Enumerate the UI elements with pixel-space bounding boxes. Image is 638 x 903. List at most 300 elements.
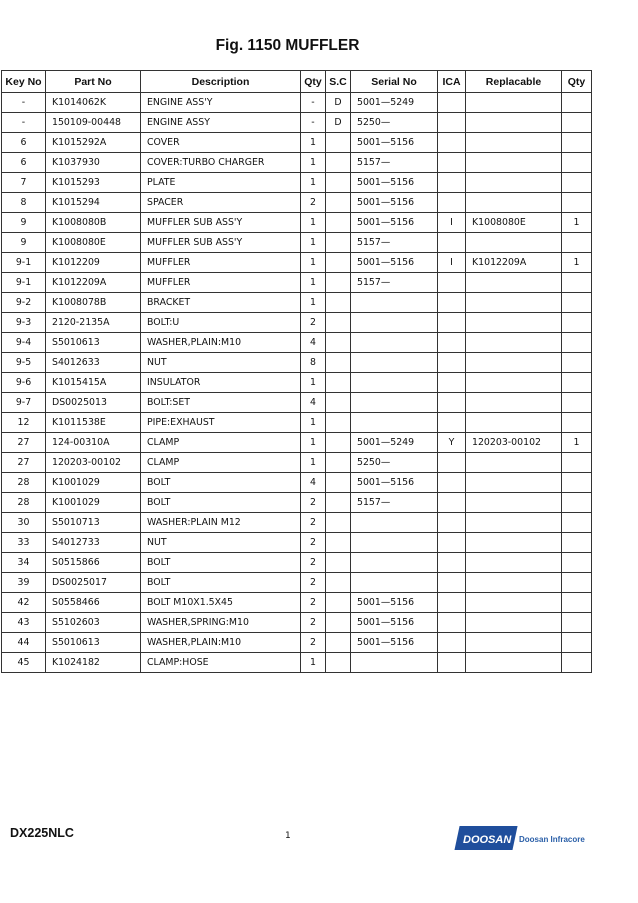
table-header-row — [2, 71, 592, 93]
table-cell: 150109-00448 — [46, 113, 141, 133]
table-cell: K1014062K — [46, 93, 141, 113]
table-cell: 4 — [301, 473, 326, 493]
table-cell: DS0025017 — [46, 573, 141, 593]
table-cell: BOLT:SET — [141, 393, 301, 413]
column-header: ICA — [438, 71, 466, 93]
table-cell — [562, 413, 592, 433]
table-cell: K1011538E — [46, 413, 141, 433]
table-cell — [466, 413, 562, 433]
table-cell: 5001—5249 — [351, 93, 438, 113]
table-cell: 2 — [301, 553, 326, 573]
table-cell: S0558466 — [46, 593, 141, 613]
table-cell: S5010613 — [46, 633, 141, 653]
table-cell: 1 — [301, 213, 326, 233]
table-cell — [326, 353, 351, 373]
table-cell: 9-6 — [2, 373, 46, 393]
table-cell — [438, 553, 466, 573]
table-cell — [466, 173, 562, 193]
table-cell: 1 — [301, 233, 326, 253]
table-cell — [438, 373, 466, 393]
table-cell: 1 — [301, 433, 326, 453]
table-cell — [562, 293, 592, 313]
table-cell: 2 — [301, 633, 326, 653]
table-cell — [351, 513, 438, 533]
table-cell: ENGINE ASSY — [141, 113, 301, 133]
table-cell: CLAMP — [141, 433, 301, 453]
table-cell: 28 — [2, 493, 46, 513]
table-cell: WASHER,PLAIN:M10 — [141, 633, 301, 653]
table-row — [2, 493, 592, 513]
table-cell — [438, 573, 466, 593]
column-header: Part No — [46, 71, 141, 93]
table-cell — [466, 313, 562, 333]
table-cell — [466, 573, 562, 593]
table-cell: 27 — [2, 433, 46, 453]
table-cell — [466, 513, 562, 533]
table-cell — [326, 633, 351, 653]
table-cell: 9 — [2, 213, 46, 233]
table-cell — [326, 213, 351, 233]
table-cell: 2 — [301, 573, 326, 593]
table-cell: 5001—5249 — [351, 433, 438, 453]
table-cell — [438, 113, 466, 133]
table-cell — [562, 653, 592, 673]
table-cell: NUT — [141, 353, 301, 373]
logo-wordmark: DOOSAN — [463, 834, 512, 846]
table-cell — [562, 93, 592, 113]
table-cell: 5157— — [351, 153, 438, 173]
table-cell — [326, 153, 351, 173]
table-cell: 5001—5156 — [351, 613, 438, 633]
table-cell: 120203-00102 — [46, 453, 141, 473]
table-cell: - — [301, 113, 326, 133]
table-cell: 2 — [301, 593, 326, 613]
table-cell: K1001029 — [46, 493, 141, 513]
table-cell: 1 — [301, 173, 326, 193]
table-cell — [438, 593, 466, 613]
table-cell — [326, 333, 351, 353]
table-cell — [326, 273, 351, 293]
table-cell: K1008080E — [466, 213, 562, 233]
column-header: Description — [141, 71, 301, 93]
table-cell — [438, 273, 466, 293]
table-cell — [466, 593, 562, 613]
table-cell: 28 — [2, 473, 46, 493]
table-cell: BOLT:U — [141, 313, 301, 333]
table-row — [2, 373, 592, 393]
table-row — [2, 313, 592, 333]
table-cell: S4012633 — [46, 353, 141, 373]
table-cell: 34 — [2, 553, 46, 573]
table-row — [2, 433, 592, 453]
table-cell: 2 — [301, 193, 326, 213]
table-cell: K1024182 — [46, 653, 141, 673]
table-cell: 5250— — [351, 453, 438, 473]
company-name: Doosan Infracore — [519, 835, 585, 844]
table-cell: 1 — [301, 413, 326, 433]
table-cell: BOLT — [141, 493, 301, 513]
table-cell: 44 — [2, 633, 46, 653]
table-cell: K1008078B — [46, 293, 141, 313]
table-cell — [562, 593, 592, 613]
table-cell: 42 — [2, 593, 46, 613]
table-cell — [562, 193, 592, 213]
table-cell — [438, 493, 466, 513]
table-cell: D — [326, 113, 351, 133]
table-cell: S0515866 — [46, 553, 141, 573]
table-row — [2, 93, 592, 113]
table-cell — [562, 133, 592, 153]
table-cell: 1 — [301, 453, 326, 473]
table-cell: 5001—5156 — [351, 193, 438, 213]
table-cell — [438, 413, 466, 433]
table-cell — [326, 413, 351, 433]
table-cell — [438, 333, 466, 353]
table-cell: 9-1 — [2, 273, 46, 293]
table-cell: WASHER,PLAIN:M10 — [141, 333, 301, 353]
table-cell — [438, 393, 466, 413]
table-cell: ENGINE ASS'Y — [141, 93, 301, 113]
table-cell: 6 — [2, 133, 46, 153]
table-cell — [326, 513, 351, 533]
table-cell: 45 — [2, 653, 46, 673]
table-row — [2, 533, 592, 553]
table-cell: S5010613 — [46, 333, 141, 353]
page-title: Fig. 1150 MUFFLER — [215, 37, 360, 54]
table-cell: INSULATOR — [141, 373, 301, 393]
table-cell: K1012209A — [46, 273, 141, 293]
table-cell: 2 — [301, 313, 326, 333]
table-cell — [326, 613, 351, 633]
table-row — [2, 273, 592, 293]
table-cell: K1015294 — [46, 193, 141, 213]
table-cell — [466, 133, 562, 153]
table-row — [2, 473, 592, 493]
table-cell: 9-5 — [2, 353, 46, 373]
table-cell: 2 — [301, 513, 326, 533]
table-cell: BOLT M10X1.5X45 — [141, 593, 301, 613]
table-cell — [562, 633, 592, 653]
table-cell: 4 — [301, 393, 326, 413]
parts-table — [1, 70, 592, 673]
table-cell: K1012209A — [466, 253, 562, 273]
table-row — [2, 353, 592, 373]
table-cell — [326, 473, 351, 493]
table-row — [2, 333, 592, 353]
table-cell — [562, 173, 592, 193]
table-cell: 9-3 — [2, 313, 46, 333]
table-cell — [466, 93, 562, 113]
table-cell: 1 — [301, 153, 326, 173]
table-cell: MUFFLER — [141, 253, 301, 273]
table-cell — [326, 433, 351, 453]
table-cell — [326, 573, 351, 593]
table-cell — [466, 393, 562, 413]
table-row — [2, 513, 592, 533]
column-header: Serial No — [351, 71, 438, 93]
table-cell: MUFFLER SUB ASS'Y — [141, 213, 301, 233]
table-cell: 1 — [562, 253, 592, 273]
table-cell — [351, 553, 438, 573]
column-header: Replacable — [466, 71, 562, 93]
table-cell — [438, 293, 466, 313]
table-cell: DS0025013 — [46, 393, 141, 413]
table-cell — [351, 573, 438, 593]
table-cell: K1015292A — [46, 133, 141, 153]
table-row — [2, 193, 592, 213]
table-cell — [466, 653, 562, 673]
table-cell — [351, 653, 438, 673]
table-cell — [438, 473, 466, 493]
table-cell: 1 — [301, 373, 326, 393]
table-cell: S5102603 — [46, 613, 141, 633]
table-cell — [562, 453, 592, 473]
table-cell: 30 — [2, 513, 46, 533]
table-cell: - — [301, 93, 326, 113]
table-cell: 120203-00102 — [466, 433, 562, 453]
table-cell: MUFFLER SUB ASS'Y — [141, 233, 301, 253]
table-cell: BOLT — [141, 553, 301, 573]
table-cell: 39 — [2, 573, 46, 593]
table-cell — [326, 493, 351, 513]
table-cell: K1008080B — [46, 213, 141, 233]
table-cell: NUT — [141, 533, 301, 553]
table-cell — [438, 633, 466, 653]
table-cell — [466, 153, 562, 173]
table-cell: K1015415A — [46, 373, 141, 393]
table-cell: 5001—5156 — [351, 593, 438, 613]
table-cell — [562, 533, 592, 553]
table-row — [2, 413, 592, 433]
table-cell — [351, 313, 438, 333]
table-cell — [466, 633, 562, 653]
table-cell: PLATE — [141, 173, 301, 193]
table-cell: 2 — [301, 493, 326, 513]
table-cell — [326, 533, 351, 553]
table-cell — [562, 573, 592, 593]
table-cell — [326, 453, 351, 473]
page-number: 1 — [285, 831, 291, 841]
table-cell: 2 — [301, 613, 326, 633]
table-cell: K1008080E — [46, 233, 141, 253]
table-cell: 5001—5156 — [351, 473, 438, 493]
table-row — [2, 153, 592, 173]
table-cell: CLAMP — [141, 453, 301, 473]
table-cell: CLAMP:HOSE — [141, 653, 301, 673]
table-cell — [438, 513, 466, 533]
table-cell — [351, 333, 438, 353]
table-cell: BOLT — [141, 473, 301, 493]
column-header: Key No — [2, 71, 46, 93]
table-cell — [466, 473, 562, 493]
table-cell — [466, 613, 562, 633]
table-cell — [466, 293, 562, 313]
table-cell — [351, 393, 438, 413]
table-cell — [438, 133, 466, 153]
table-cell: Y — [438, 433, 466, 453]
table-cell — [326, 173, 351, 193]
table-cell: 43 — [2, 613, 46, 633]
table-cell — [466, 353, 562, 373]
table-cell: 9-4 — [2, 333, 46, 353]
table-cell: 9-1 — [2, 253, 46, 273]
table-row — [2, 173, 592, 193]
table-cell: I — [438, 253, 466, 273]
table-cell: 5001—5156 — [351, 133, 438, 153]
table-cell — [326, 553, 351, 573]
table-cell: 27 — [2, 453, 46, 473]
table-cell — [326, 393, 351, 413]
table-cell: 1 — [301, 293, 326, 313]
table-cell: MUFFLER — [141, 273, 301, 293]
table-cell — [562, 333, 592, 353]
table-cell: S4012733 — [46, 533, 141, 553]
table-row — [2, 293, 592, 313]
table-cell — [326, 373, 351, 393]
table-cell: 5001—5156 — [351, 173, 438, 193]
table-cell: 5157— — [351, 493, 438, 513]
table-cell — [438, 353, 466, 373]
table-cell — [466, 233, 562, 253]
table-cell — [466, 333, 562, 353]
table-row — [2, 233, 592, 253]
table-cell — [326, 253, 351, 273]
table-cell — [351, 293, 438, 313]
table-row — [2, 453, 592, 473]
table-cell: 2 — [301, 533, 326, 553]
table-cell: BRACKET — [141, 293, 301, 313]
table-cell — [562, 473, 592, 493]
table-cell: D — [326, 93, 351, 113]
table-cell: PIPE:EXHAUST — [141, 413, 301, 433]
table-cell: 5001—5156 — [351, 213, 438, 233]
table-cell: COVER — [141, 133, 301, 153]
table-cell — [562, 373, 592, 393]
table-row — [2, 593, 592, 613]
table-cell: WASHER,SPRING:M10 — [141, 613, 301, 633]
table-cell — [562, 313, 592, 333]
table-cell: 1 — [562, 213, 592, 233]
table-cell: 1 — [301, 253, 326, 273]
table-cell: 5001—5156 — [351, 253, 438, 273]
table-cell — [438, 93, 466, 113]
table-row — [2, 573, 592, 593]
table-cell: WASHER:PLAIN M12 — [141, 513, 301, 533]
table-cell — [326, 133, 351, 153]
table-cell — [562, 353, 592, 373]
table-cell: 124-00310A — [46, 433, 141, 453]
table-cell: 5250— — [351, 113, 438, 133]
table-cell: - — [2, 113, 46, 133]
table-cell — [351, 533, 438, 553]
table-cell: 5157— — [351, 233, 438, 253]
table-cell — [438, 173, 466, 193]
table-row — [2, 633, 592, 653]
table-cell — [466, 453, 562, 473]
table-cell: K1012209 — [46, 253, 141, 273]
table-row — [2, 553, 592, 573]
table-cell — [326, 233, 351, 253]
table-cell — [562, 613, 592, 633]
table-cell: 12 — [2, 413, 46, 433]
table-cell — [438, 233, 466, 253]
table-cell: 1 — [301, 273, 326, 293]
table-cell — [562, 233, 592, 253]
table-cell: 7 — [2, 173, 46, 193]
column-header: Qty — [301, 71, 326, 93]
table-cell — [466, 373, 562, 393]
table-cell: 1 — [301, 133, 326, 153]
table-cell — [326, 193, 351, 213]
table-cell: 8 — [301, 353, 326, 373]
table-cell — [351, 373, 438, 393]
table-cell — [466, 533, 562, 553]
table-cell: 8 — [2, 193, 46, 213]
table-cell: - — [2, 93, 46, 113]
table-cell: 9 — [2, 233, 46, 253]
table-cell — [562, 513, 592, 533]
table-cell — [466, 193, 562, 213]
table-cell — [562, 273, 592, 293]
model-code: DX225NLC — [10, 826, 74, 840]
table-row — [2, 253, 592, 273]
table-cell: S5010713 — [46, 513, 141, 533]
column-header: S.C — [326, 71, 351, 93]
table-cell — [438, 313, 466, 333]
table-cell: 4 — [301, 333, 326, 353]
table-row — [2, 133, 592, 153]
table-row — [2, 653, 592, 673]
table-cell: I — [438, 213, 466, 233]
table-cell: 33 — [2, 533, 46, 553]
table-cell: K1037930 — [46, 153, 141, 173]
table-cell — [326, 653, 351, 673]
table-cell — [438, 653, 466, 673]
table-cell — [438, 533, 466, 553]
table-cell — [438, 193, 466, 213]
table-cell — [466, 493, 562, 513]
table-cell: K1015293 — [46, 173, 141, 193]
table-cell — [326, 593, 351, 613]
table-cell: 5001—5156 — [351, 633, 438, 653]
table-row — [2, 213, 592, 233]
table-cell — [438, 153, 466, 173]
table-cell: SPACER — [141, 193, 301, 213]
table-cell — [466, 553, 562, 573]
table-cell: K1001029 — [46, 473, 141, 493]
table-cell — [351, 353, 438, 373]
table-cell — [326, 293, 351, 313]
table-cell — [466, 113, 562, 133]
table-cell: 9-7 — [2, 393, 46, 413]
table-cell — [466, 273, 562, 293]
table-cell — [562, 153, 592, 173]
table-cell — [562, 113, 592, 133]
table-cell: 6 — [2, 153, 46, 173]
table-cell — [438, 453, 466, 473]
table-cell — [562, 493, 592, 513]
table-cell — [562, 553, 592, 573]
table-cell: 1 — [301, 653, 326, 673]
table-cell: 9-2 — [2, 293, 46, 313]
table-cell — [326, 313, 351, 333]
table-cell — [351, 413, 438, 433]
table-row — [2, 613, 592, 633]
table-row — [2, 393, 592, 413]
table-row — [2, 113, 592, 133]
column-header: Qty — [562, 71, 592, 93]
table-cell: BOLT — [141, 573, 301, 593]
